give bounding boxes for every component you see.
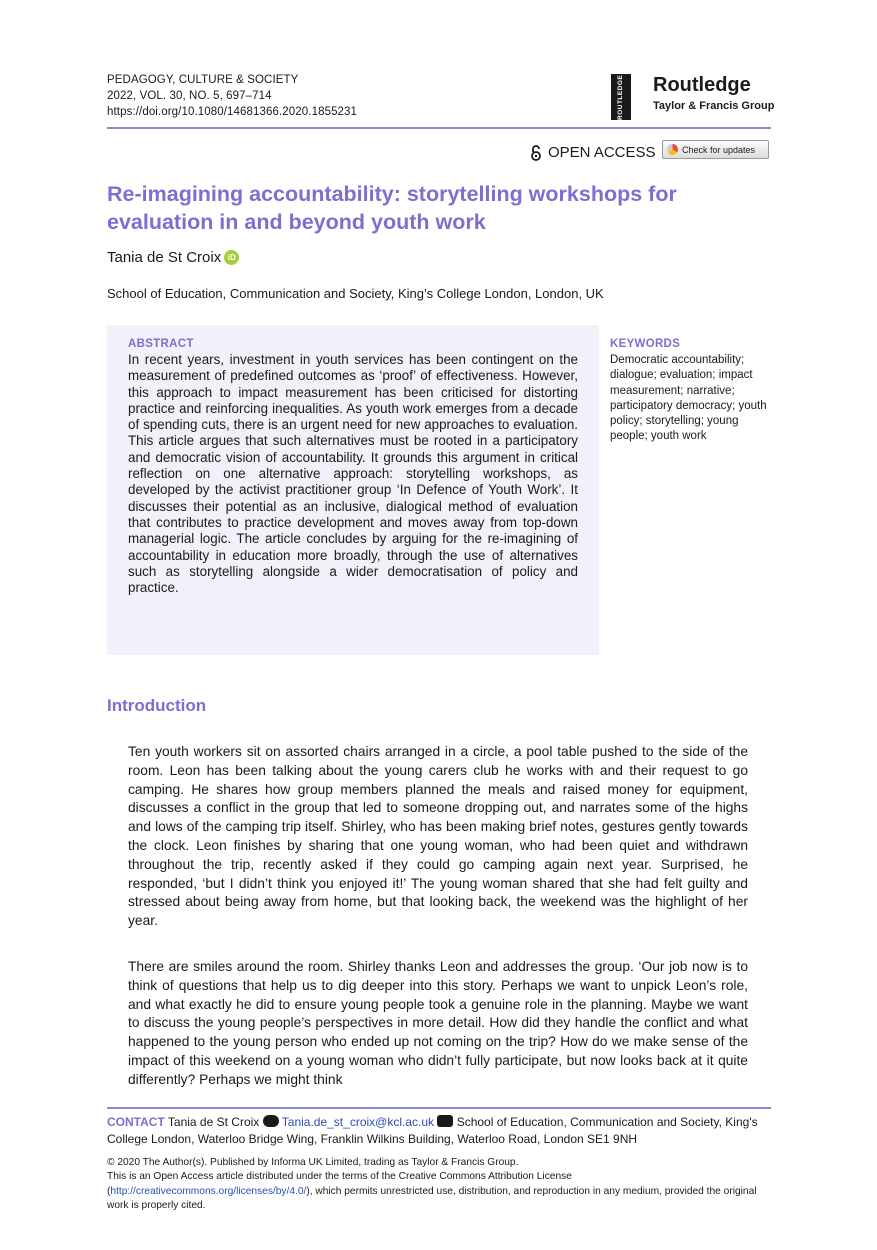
address-icon [437,1115,453,1127]
open-access-badge [530,144,656,161]
copyright-footer [107,1156,772,1213]
publisher-name: Routledge [653,74,751,96]
contact-heading: CONTACT [107,1115,165,1129]
crossmark-icon [667,144,678,155]
routledge-logo-icon: ROUTLEDGE [611,74,631,120]
orcid-icon[interactable]: iD [224,250,239,265]
check-for-updates-label: Check for updates [682,144,756,155]
author-affiliation: School of Education, Communication and Society, King’s College London, London, UK [107,286,604,301]
abstract-heading: ABSTRACT [128,338,194,350]
contact-address: School of Education, Communication and Society, King's College London, Waterloo Bridge Wing, Franklin Wilkins Building, Waterloo Road, London SE1 9NH [107,1115,758,1146]
check-for-updates-button[interactable] [662,140,769,159]
publisher-sub: Taylor & Francis Group [653,100,775,112]
intro-paragraph-1: Ten youth workers sit on assorted chairs arranged in a circle, a pool table pushed to the side of the room. Leon has been talking about the young carers club he works with and their request to go camping. He shares how group members planned the meals and raised money for equipment, discusses a conflict in the group that led to someone dropping out, and narrates some of the highs and lows of the camping trip itself. Shirley, who has been making brief notes, gestures gently towards the clock. Leon finishes by sharing that one young woman, who had been quiet and withdrawn throughout the trip, recently asked if they could go camping again next year. Surprised, he responded, ‘but I didn’t think you enjoyed it!’ The young woman shared that she had felt guilty and stressed about being away from home, but that looking back, the weekend was the highlight of her year. [128,744,748,929]
license-link[interactable]: http://creativecommons.org/licenses/by/4.0/ [110,1185,307,1197]
license-text-post: ), which permits unrestricted use, distribution, and reproduction in any medium, provided the original work is properly cited. [107,1185,757,1211]
copyright-line: © 2020 The Author(s). Published by Informa UK Limited, trading as Taylor & Francis Group. [107,1157,519,1168]
article-title: Re-imagining accountability: storytelling workshops for evaluation in and beyond youth work [107,182,677,234]
section-heading-introduction: Introduction [107,696,207,715]
license-text-pre: This is an Open Access article distributed under the terms of the Creative Commons Attribution License ( [107,1171,572,1197]
open-access-label: OPEN ACCESS [548,144,656,161]
email-icon [263,1115,279,1127]
contact-name: Tania de St Croix [167,1115,260,1129]
contact-rule [107,1107,771,1109]
author-name: Tania de St Croix [107,249,222,266]
contact-block [107,1114,772,1148]
journal-name: PEDAGOGY, CULTURE & SOCIETY [107,74,299,86]
journal-volume: 2022, VOL. 30, NO. 5, 697–714 [107,90,272,102]
keywords-heading: KEYWORDS [610,338,681,350]
intro-paragraph-2: There are smiles around the room. Shirley thanks Leon and addresses the group. ‘Our job now is to think of questions that help us to dig deeper into this story. Perhaps we want to unpick Leon’s role, and what exactly he did to ensure young people took a genuine role in the planning. Maybe we want to discuss the young people’s perspectives in more detail. How did they handle the conflict and what happened to the young person who ended up not coming on the trip? How do we make sense of the impact of this weekend on a young woman who didn’t fully participate, but now looks back at it quite differently? Perhaps we might think [128,959,748,1087]
keywords-text: Democratic accountability; dialogue; evaluation; impact measurement; narrative; participatory democracy; youth policy; storytelling; young people; youth work [610,354,767,443]
journal-doi[interactable]: https://doi.org/10.1080/14681366.2020.1855231 [107,106,358,118]
abstract-text: In recent years, investment in youth services has been contingent on the measurement of predefined outcomes as ‘proof’ of effectiveness. However, this approach to impact measurement has been criticised for distorting practice and reinforcing inequalities. As youth work emerges from a decade of spending cuts, there is an urgent need for new approaches to evaluation. This article argues that such alternatives must be rooted in a participatory and democratic vision of accountability. It grounds this argument in critical reflection on one alternative approach: storytelling workshops, as developed by the activist practitioner group ‘In Defence of Youth Work’. It discusses their potential as an inclusive, dialogical method of evaluation that contributes to practice development and moves away from top-down managerial logic. The article concludes by arguing for the re-imagining of accountability in education more broadly, through the use of alternatives such as storytelling alongside a wider democratisation of policy and practice. [128,352,578,596]
header-rule [107,127,771,129]
contact-email-link[interactable]: Tania.de_st_croix@kcl.ac.uk [281,1115,435,1129]
open-lock-icon [530,145,542,161]
author-line [107,249,239,266]
license-line [107,1170,772,1213]
